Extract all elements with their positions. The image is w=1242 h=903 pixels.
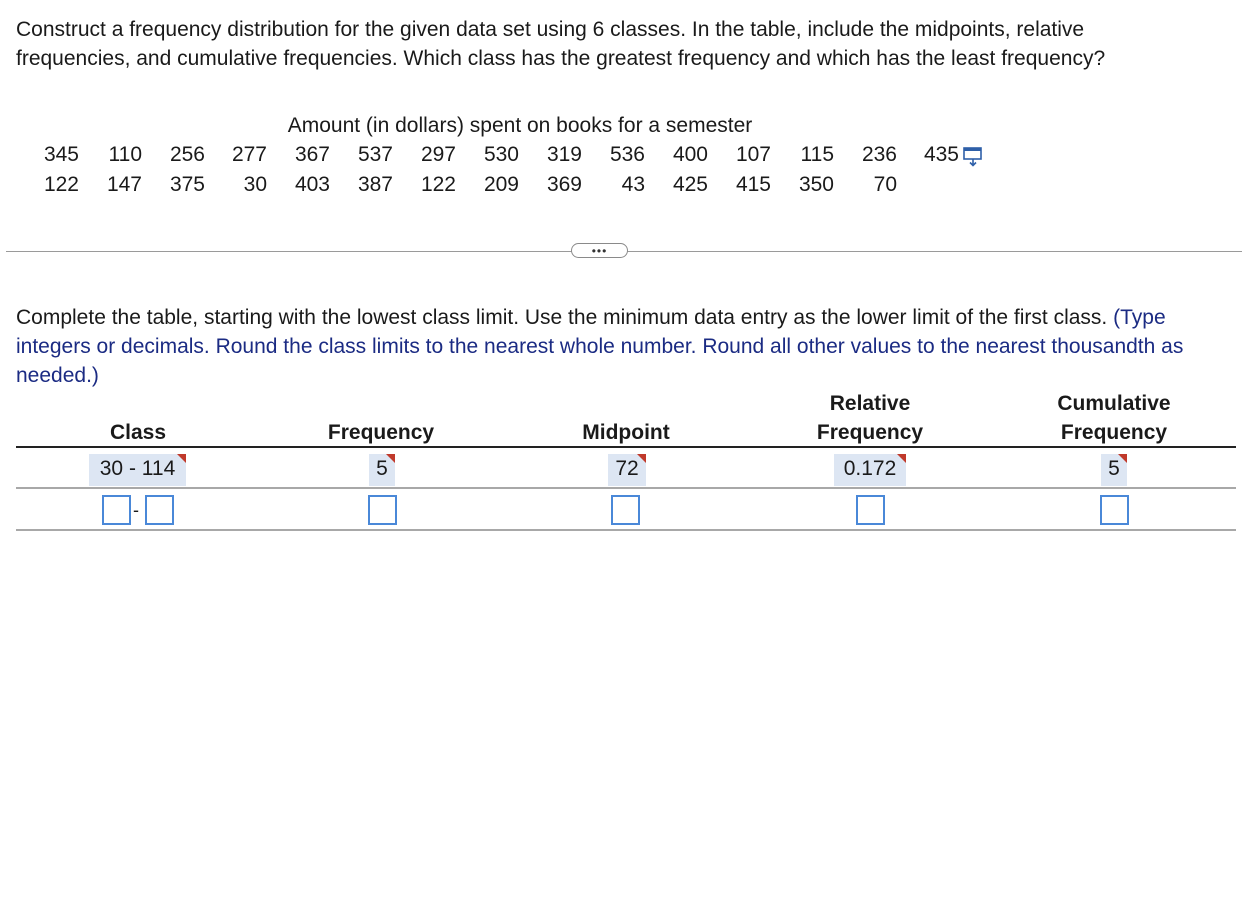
row2-class-upper-input[interactable] — [145, 495, 174, 525]
data-value: 110 — [108, 143, 142, 166]
row1-frequency — [369, 454, 395, 486]
hint-text: (Type integers or decimals. Round the class limits to the nearest whole number. Round all other values to the nearest thousandth as needed.) — [16, 306, 1184, 387]
data-value: 107 — [735, 143, 771, 166]
row1-midpoint-value: 72 — [615, 457, 639, 480]
header-cumulative-line2: Frequency — [1060, 421, 1168, 444]
data-value: 367 — [294, 143, 330, 166]
header-cumulative-line1: Cumulative — [1057, 392, 1171, 415]
row1-cumulative-frequency — [1101, 454, 1127, 486]
data-caption: Amount (in dollars) spent on books for a semester — [287, 114, 753, 137]
question-text: Construct a frequency distribution for the given data set using 6 classes. In the table, include the midpoints, relative frequencies, and cumulative frequencies. Which class has the greatest frequency and which has the least frequency? — [16, 18, 1106, 70]
data-value: 369 — [546, 173, 582, 196]
row1-midpoint — [608, 454, 646, 486]
header-relative-line2: Frequency — [816, 421, 924, 444]
data-value: 70 — [873, 173, 897, 196]
row1-class-value: 30 - 114 — [99, 457, 176, 480]
answer-flag-icon — [897, 454, 906, 463]
answer-flag-icon — [386, 454, 395, 463]
row1-relative-frequency-value: 0.172 — [843, 457, 897, 480]
data-value: 415 — [735, 173, 771, 196]
data-value: 345 — [43, 143, 79, 166]
data-value: 425 — [672, 173, 708, 196]
data-row-2 — [0, 170, 1000, 200]
data-row-1 — [0, 140, 1000, 170]
row-divider — [16, 487, 1236, 489]
data-value: 403 — [294, 173, 330, 196]
data-value: 122 — [43, 173, 79, 196]
answer-flag-icon — [177, 454, 186, 463]
data-value: 400 — [672, 143, 708, 166]
data-value: 115 — [800, 143, 834, 166]
data-value: 209 — [483, 173, 519, 196]
data-value: 387 — [357, 173, 393, 196]
header-class: Class — [109, 421, 167, 444]
data-value: 147 — [106, 173, 142, 196]
instructions — [16, 303, 1238, 390]
header-relative-line1: Relative — [829, 392, 911, 415]
row1-relative-frequency — [834, 454, 906, 486]
data-value: 350 — [798, 173, 834, 196]
row2-cumulative-frequency-input[interactable] — [1100, 495, 1129, 525]
data-value: 277 — [231, 143, 267, 166]
header-frequency: Frequency — [327, 421, 435, 444]
table-header-line — [16, 446, 1236, 448]
data-value: 297 — [420, 143, 456, 166]
data-value: 375 — [169, 173, 205, 196]
header-cumulative-frequency — [1034, 389, 1194, 447]
row2-midpoint-input[interactable] — [611, 495, 640, 525]
row1-frequency-value: 5 — [376, 457, 388, 480]
class-dash: - — [133, 500, 139, 520]
data-value: 536 — [609, 143, 645, 166]
answer-flag-icon — [637, 454, 646, 463]
row-divider — [16, 529, 1236, 531]
data-value: 122 — [420, 173, 456, 196]
row2-class-lower-input[interactable] — [102, 495, 131, 525]
row2-frequency-input[interactable] — [368, 495, 397, 525]
header-midpoint: Midpoint — [582, 421, 670, 444]
data-value: 256 — [169, 143, 205, 166]
answer-flag-icon — [1118, 454, 1127, 463]
header-relative-frequency — [790, 389, 950, 447]
data-value: 537 — [357, 143, 393, 166]
row2-relative-frequency-input[interactable] — [856, 495, 885, 525]
more-button[interactable]: ••• — [571, 243, 628, 258]
instructions-text: Complete the table, starting with the lowest class limit. Use the minimum data entry as the lower limit of the first class. — [16, 306, 1108, 329]
copy-icon[interactable] — [962, 146, 986, 168]
data-value: 43 — [621, 173, 645, 196]
data-value: 435 — [923, 143, 959, 166]
row1-class — [89, 454, 186, 486]
data-value: 236 — [861, 143, 897, 166]
row1-cumulative-frequency-value: 5 — [1108, 457, 1120, 480]
data-value: 530 — [483, 143, 519, 166]
data-value: 30 — [243, 173, 267, 196]
data-value: 319 — [546, 143, 582, 166]
